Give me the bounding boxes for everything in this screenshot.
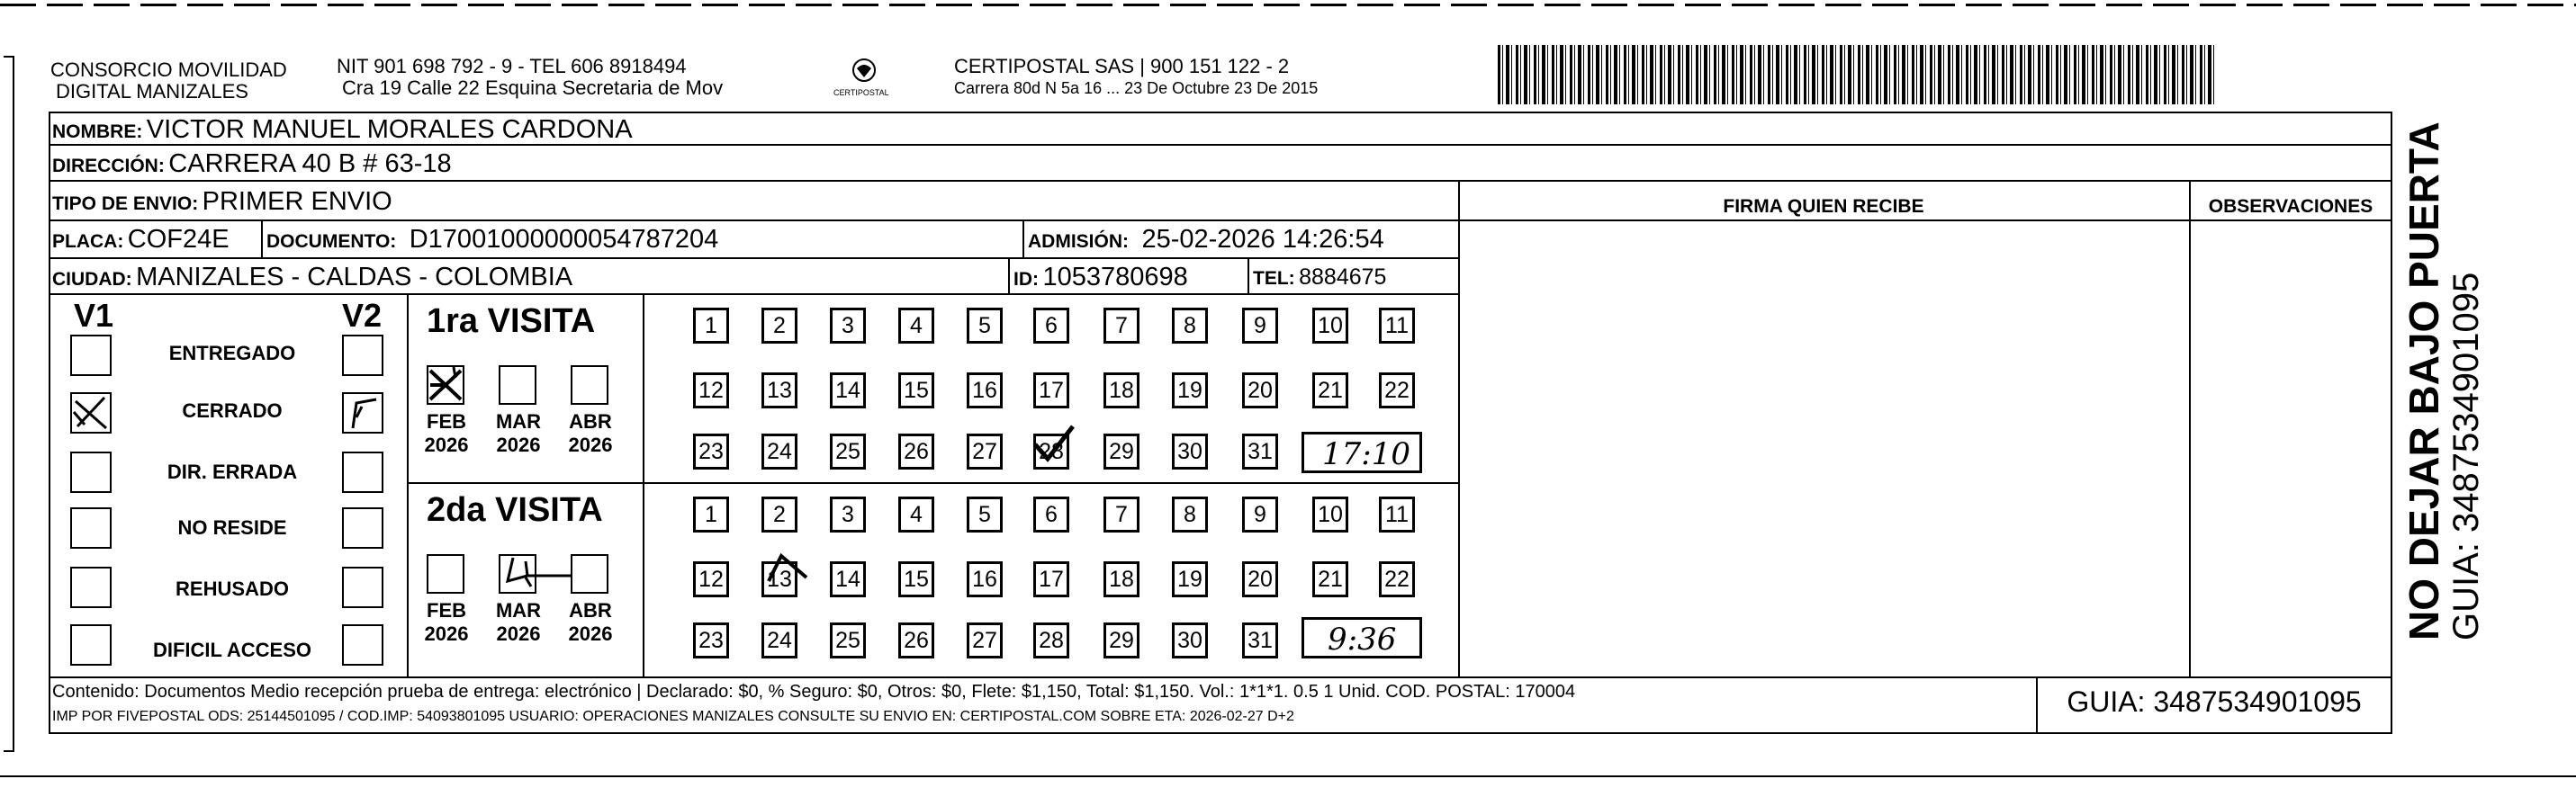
v1-entregado-checkbox[interactable] [70,335,112,376]
year-label: 2026 [568,434,613,456]
status-entregado: ENTREGADO [168,342,296,364]
left-bracket [4,56,14,752]
col-line [261,219,263,257]
company-name [50,59,287,103]
observaciones-label: OBSERVACIONES [2208,196,2373,217]
second-visit-day-25[interactable]: 25 [830,622,866,658]
first-visit-day-16[interactable]: 16 [967,372,1003,408]
second-visit-abr-label [563,599,617,646]
second-visit-day-17[interactable]: 17 [1033,561,1069,597]
first-visit-day-20[interactable]: 20 [1242,372,1278,408]
firma-divider [1458,180,1460,676]
first-visit-day-11[interactable]: 11 [1379,308,1415,344]
second-visit-day-10[interactable]: 10 [1312,497,1348,533]
v1-label: V1 [74,297,114,334]
col-line [1008,257,1010,293]
tel-value: 8884675 [1299,264,1387,290]
documento-label: DOCUMENTO: [266,231,397,252]
second-visit-day-5[interactable]: 5 [967,497,1003,533]
first-visit-day-29[interactable]: 29 [1103,434,1139,470]
second-visit-mar-label [491,599,545,646]
side-guia: GUIA: 3487534901095 [2446,272,2486,640]
id-value: 1053780698 [1042,263,1188,291]
month-label: FEB [427,599,466,622]
first-visit-day-1[interactable]: 1 [693,308,729,344]
v1-dir-errada-checkbox[interactable] [70,452,112,493]
courier-logo [828,52,900,106]
admision-value: 25-02-2026 14:26:54 [1141,225,1384,254]
second-visit-day-15[interactable]: 15 [898,561,934,597]
barcode [1498,45,2218,104]
first-visit-day-24[interactable]: 24 [761,434,797,470]
second-visit-day-26[interactable]: 26 [898,622,934,658]
first-visit-day-18[interactable]: 18 [1103,372,1139,408]
footer-guia: GUIA: 3487534901095 [2067,685,2362,718]
footer-imp: IMP POR FIVEPOSTAL ODS: 25144501095 / COD.IMP: 54093801095 USUARIO: OPERACIONES MANIZALES CONSULTE SU ENVIO EN: CERTIPOSTAL.COM SOBRE ETA: 2026-02-27 D+2 [52,709,1294,724]
first-visit-day-7[interactable]: 7 [1103,308,1139,344]
check-mark-icon [72,394,110,432]
first-visit-day-26[interactable]: 26 [898,434,934,470]
second-visit-day-8[interactable]: 8 [1172,497,1208,533]
status-no-reside: NO RESIDE [177,516,287,539]
v1-rehusado-checkbox[interactable] [70,567,112,608]
admision-cell [1028,225,1384,255]
placa-label: PLACA: [52,231,124,252]
visits-split [407,482,1458,484]
first-visit-day-5[interactable]: 5 [967,308,1003,344]
company-line2: DIGITAL MANIZALES [56,80,248,103]
firma-label: FIRMA QUIEN RECIBE [1723,196,1924,217]
month-label: ABR [569,410,612,433]
second-visit-day-9[interactable]: 9 [1242,497,1278,533]
company-nit: NIT 901 698 792 - 9 - TEL 606 8918494 [337,55,687,77]
second-visit-day-19[interactable]: 19 [1172,561,1208,597]
year-label: 2026 [424,622,469,645]
second-visit-day-7[interactable]: 7 [1103,497,1139,533]
id-label: ID: [1013,269,1039,290]
company-contact [337,56,723,99]
first-visit-day-12[interactable]: 12 [693,372,729,408]
first-visit-day-3[interactable]: 3 [830,308,866,344]
year-label: 2026 [496,434,541,456]
day-2-check-icon [765,551,810,587]
ciudad-value: MANIZALES - CALDAS - COLOMBIA [136,263,573,291]
first-visit-day-15[interactable]: 15 [898,372,934,408]
company-address: Cra 19 Calle 22 Esquina Secretaria de Mov [342,76,724,99]
second-visit-day-4[interactable]: 4 [898,497,934,533]
first-visit-day-17[interactable]: 17 [1033,372,1069,408]
status-dificil-acceso: DIFICIL ACCESO [152,639,311,661]
footer-contenido: Contenido: Documentos Medio recepción prueba de entrega: electrónico | Declarado: $0, % Seguro: $0, Otros: $0, Flete: $1,150, Total: $1,150. Vol.: 1*1*1. 0.5 1 Unid. COD. POSTAL: 170004 [52,682,1576,702]
courier-logo-text: CERTIPOSTAL [833,88,889,97]
month-label: FEB [427,410,466,433]
first-visit-day-2[interactable]: 2 [761,308,797,344]
second-visit-day-22[interactable]: 22 [1379,561,1415,597]
status-cerrado: CERRADO [182,399,283,422]
second-visit-day-30[interactable]: 30 [1172,622,1208,658]
documento-cell [266,225,718,255]
v2-dificil-acceso-checkbox[interactable] [342,624,383,666]
v2-entregado-checkbox[interactable] [342,335,383,376]
first-visit-day-22[interactable]: 22 [1379,372,1415,408]
second-visit-day-18[interactable]: 18 [1103,561,1139,597]
obs-divider [2189,180,2191,676]
scan-top-line [0,4,2576,6]
status-rehusado: REHUSADO [176,578,289,600]
visits-divider [643,293,644,676]
documento-value: D17001000000054787204 [409,225,719,254]
first-visit-time: 17:10 [1322,436,1410,472]
second-visit-abr-box[interactable] [571,554,608,594]
row-line [49,293,1458,295]
second-visit-day-21[interactable]: 21 [1312,561,1348,597]
second-visit-day-28[interactable]: 28 [1033,622,1069,658]
nombre-label: NOMBRE: [52,121,143,142]
first-visit-time-box[interactable] [1302,432,1422,473]
second-visit-time: 9:36 [1328,622,1397,658]
direccion-label: DIRECCIÓN: [52,156,165,176]
second-visit-feb-label [419,599,473,646]
first-visit-feb-box[interactable] [427,365,464,405]
first-visit-abr-box[interactable] [571,365,608,405]
first-visit-feb-label [419,410,473,457]
admision-label: ADMISIÓN: [1028,231,1129,252]
v2-cerrado-checkbox[interactable] [342,392,383,434]
first-visit-abr-label [563,410,617,457]
nombre-row [52,115,633,145]
check-mark-icon [344,394,382,432]
v2-rehusado-checkbox[interactable] [342,567,383,608]
day-18-check-icon [1031,423,1076,468]
second-visit-day-13[interactable]: 13 [761,561,797,597]
first-visit-day-25[interactable]: 25 [830,434,866,470]
second-visit-mar-box[interactable] [499,554,536,594]
no-dejar-bajo-puerta: NO DEJAR BAJO PUERTA [2400,121,2447,640]
check-mark-icon [428,367,463,403]
second-visit-feb-box[interactable] [427,554,464,594]
v1-dificil-acceso-checkbox[interactable] [70,624,112,666]
check-mark-icon [500,556,572,592]
ciudad-label: CIUDAD: [52,269,132,290]
v2-no-reside-checkbox[interactable] [342,507,383,549]
second-visit-day-12[interactable]: 12 [693,561,729,597]
second-visit-day-1[interactable]: 1 [693,497,729,533]
second-visit-day-3[interactable]: 3 [830,497,866,533]
first-visit-day-4[interactable]: 4 [898,308,934,344]
first-visit-day-19[interactable]: 19 [1172,372,1208,408]
v2-dir-errada-checkbox[interactable] [342,452,383,493]
courier-logo-icon [828,52,900,106]
first-visit-title: 1ra VISITA [427,302,596,340]
first-visit-mar-box[interactable] [499,365,536,405]
status-dir-errada: DIR. ERRADA [167,461,298,483]
tel-cell [1253,264,1386,291]
second-visit-day-31[interactable]: 31 [1242,622,1278,658]
first-visit-day-31[interactable]: 31 [1242,434,1278,470]
company-line1: CONSORCIO MOVILIDAD [50,58,287,81]
direccion-value: CARRERA 40 B # 63-18 [168,149,452,178]
courier-info [954,56,1318,99]
second-visit-time-box[interactable] [1302,617,1422,658]
col-line [1022,219,1024,257]
ciudad-cell [52,263,572,292]
row-line [49,219,2392,221]
col-line [1247,257,1249,293]
direccion-row [52,149,452,179]
bottom-line [0,775,2576,777]
year-label: 2026 [568,622,613,645]
first-visit-day-30[interactable]: 30 [1172,434,1208,470]
first-visit-day-21[interactable]: 21 [1312,372,1348,408]
first-visit-day-23[interactable]: 23 [693,434,729,470]
row-line [49,676,2392,678]
first-visit-day-13[interactable]: 13 [761,372,797,408]
first-visit-day-27[interactable]: 27 [967,434,1003,470]
placa-value: COF24E [127,225,230,254]
month-label: MAR [495,599,542,622]
first-visit-day-9[interactable]: 9 [1242,308,1278,344]
v2-label: V2 [342,297,383,334]
second-visit-day-20[interactable]: 20 [1242,561,1278,597]
row-line [49,180,2392,182]
second-visit-day-2[interactable]: 2 [761,497,797,533]
nombre-value: VICTOR MANUEL MORALES CARDONA [146,115,633,144]
second-visit-day-11[interactable]: 11 [1379,497,1415,533]
tel-label: TEL: [1253,268,1295,289]
status-divider [407,293,409,676]
year-label: 2026 [496,622,541,645]
v1-cerrado-checkbox[interactable] [70,392,112,434]
tipo-row [52,187,392,217]
second-visit-day-6[interactable]: 6 [1033,497,1069,533]
placa-cell [52,225,230,255]
first-visit-mar-label [491,410,545,457]
side-text [2401,119,2536,640]
first-visit-day-6[interactable]: 6 [1033,308,1069,344]
month-label: MAR [495,410,542,433]
second-visit-day-24[interactable]: 24 [761,622,797,658]
first-visit-day-14[interactable]: 14 [830,372,866,408]
first-visit-day-28[interactable]: 28 [1033,434,1069,470]
second-visit-day-29[interactable]: 29 [1103,622,1139,658]
second-visit-day-23[interactable]: 23 [693,622,729,658]
tipo-label: TIPO DE ENVIO: [52,193,199,214]
courier-address: Carrera 80d N 5a 16 ... 23 De Octubre 23 De 2015 [954,79,1319,97]
first-visit-day-8[interactable]: 8 [1172,308,1208,344]
year-label: 2026 [424,434,469,456]
courier-name: CERTIPOSTAL SAS | 900 151 122 - 2 [954,55,1290,77]
tipo-value: PRIMER ENVIO [202,187,392,216]
month-label: ABR [569,599,612,622]
id-cell [1013,263,1188,292]
second-visit-day-27[interactable]: 27 [967,622,1003,658]
v1-no-reside-checkbox[interactable] [70,507,112,549]
first-visit-day-10[interactable]: 10 [1312,308,1348,344]
second-visit-day-16[interactable]: 16 [967,561,1003,597]
second-visit-title: 2da VISITA [427,491,603,529]
second-visit-day-14[interactable]: 14 [830,561,866,597]
